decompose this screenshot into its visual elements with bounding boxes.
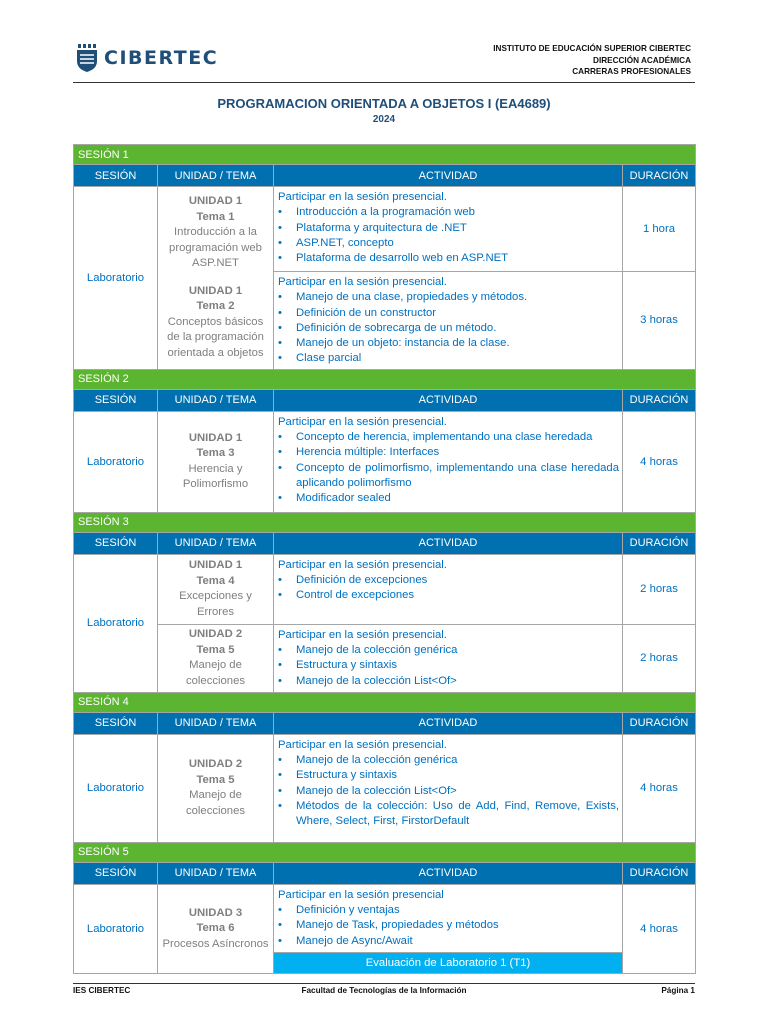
activity-item: • Definición de un constructor	[296, 306, 619, 321]
column-header-unidad: UNIDAD / TEMA	[158, 532, 274, 554]
topic-label: Tema 6	[196, 922, 235, 935]
session-label: SESIÓN 1	[74, 145, 696, 165]
unit-label: UNIDAD 1	[188, 195, 243, 208]
duration-cell: 4 horas	[623, 884, 696, 973]
logo-text: CIBERTEC	[104, 47, 219, 69]
topic-description: Procesos Asíncronos	[162, 937, 269, 950]
activity-cell	[274, 187, 623, 272]
institute-name: INSTITUTO DE EDUCACIÓN SUPERIOR CIBERTEC	[493, 44, 691, 53]
footer-left: IES CIBERTEC	[73, 986, 131, 995]
column-header-row	[74, 389, 696, 411]
activity-row	[74, 554, 696, 624]
activity-list	[278, 753, 619, 829]
topic-label: Tema 4	[196, 574, 235, 587]
column-header-unidad: UNIDAD / TEMA	[158, 389, 274, 411]
duration-cell: 4 horas	[623, 411, 696, 512]
session-type: Laboratorio	[74, 554, 158, 692]
duration-cell: 2 horas	[623, 554, 696, 624]
column-header-duracion: DURACIÓN	[623, 532, 696, 554]
unit-block	[160, 757, 271, 819]
schedule-table	[73, 144, 696, 974]
activity-item: • Manejo de Task, propiedades y métodos	[296, 918, 619, 933]
cibertec-logo	[76, 44, 219, 78]
direction-name: DIRECCIÓN ACADÉMICA	[593, 55, 691, 65]
duration-cell: 4 horas	[623, 734, 696, 842]
session-type: Laboratorio	[74, 187, 158, 370]
activity-item: • Manejo de una clase, propiedades y métodos.	[296, 290, 619, 305]
duration-cell: 3 horas	[623, 272, 696, 370]
topic-label: Tema 2	[196, 300, 235, 313]
unit-label: UNIDAD 2	[188, 758, 243, 771]
session-type: Laboratorio	[74, 411, 158, 512]
shield-logo-icon	[76, 44, 98, 72]
unit-cell	[158, 734, 274, 842]
topic-label: Tema 5	[196, 773, 235, 786]
activity-list	[278, 573, 619, 604]
session-label: SESIÓN 4	[74, 692, 696, 712]
column-header-unidad: UNIDAD / TEMA	[158, 862, 274, 884]
session-header	[74, 145, 696, 165]
unit-cell	[158, 187, 274, 370]
column-header-sesion: SESIÓN	[74, 862, 158, 884]
activity-list	[278, 290, 619, 366]
footer-center: Facultad de Tecnologías de la Información	[301, 986, 467, 995]
footer-divider	[73, 983, 695, 984]
activity-item: • Herencia múltiple: Interfaces	[296, 445, 619, 460]
topic-label: Tema 3	[196, 447, 235, 460]
column-header-duracion: DURACIÓN	[623, 389, 696, 411]
activity-cell	[274, 411, 623, 512]
unit-cell	[158, 411, 274, 512]
column-header-unidad: UNIDAD / TEMA	[158, 712, 274, 734]
activity-row	[74, 187, 696, 272]
activity-row	[74, 624, 696, 692]
activity-item: • Introducción a la programación web	[296, 205, 619, 220]
session-type: Laboratorio	[74, 734, 158, 842]
session-header	[74, 369, 696, 389]
activity-row	[74, 411, 696, 512]
activity-item: • Modificador sealed	[296, 491, 619, 506]
column-header-duracion: DURACIÓN	[623, 862, 696, 884]
column-header-actividad: ACTIVIDAD	[274, 389, 623, 411]
activity-item: • Métodos de la colección: Uso de Add, Find, Remove, Exists, Where, Select, First, FirstorDefault	[296, 799, 619, 830]
duration-cell: 2 horas	[623, 624, 696, 692]
topic-label: Tema 5	[196, 643, 235, 656]
column-header-row	[74, 165, 696, 187]
topic-description: Introducción a la programación web ASP.NET	[169, 226, 262, 270]
activity-item: • Concepto de polimorfismo, implementando una clase heredada aplicando polimorfismo	[296, 461, 619, 492]
activity-cell	[274, 624, 623, 692]
activity-cell	[274, 554, 623, 624]
activity-intro: Participar en la sesión presencial.	[278, 628, 447, 641]
institution-header	[493, 43, 691, 78]
activity-item: • Concepto de herencia, implementando una clase heredada	[296, 430, 619, 445]
activity-row	[74, 884, 696, 952]
column-header-row	[74, 712, 696, 734]
activity-cell	[274, 272, 623, 370]
column-header-sesion: SESIÓN	[74, 532, 158, 554]
duration-cell: 1 hora	[623, 187, 696, 272]
session-label: SESIÓN 3	[74, 512, 696, 532]
column-header-unidad: UNIDAD / TEMA	[158, 165, 274, 187]
topic-description: Conceptos básicos de la programación orientada a objetos	[167, 315, 264, 359]
document-year: 2024	[372, 114, 396, 125]
unit-label: UNIDAD 1	[188, 284, 243, 297]
activity-item: • Definición de sobrecarga de un método.	[296, 321, 619, 336]
activity-intro: Participar en la sesión presencial.	[278, 276, 447, 288]
activity-cell	[274, 734, 623, 842]
activity-item: • Manejo de Async/Await	[296, 934, 619, 949]
column-header-row	[74, 862, 696, 884]
unit-block	[160, 558, 271, 620]
unit-cell	[158, 554, 274, 624]
topic-description: Herencia y Polimorfismo	[182, 462, 249, 491]
column-header-sesion: SESIÓN	[74, 389, 158, 411]
column-header-sesion: SESIÓN	[74, 712, 158, 734]
activity-item: • Manejo de la colección List<Of>	[296, 674, 619, 689]
activity-list	[278, 205, 619, 266]
session-label: SESIÓN 5	[74, 842, 696, 862]
header-divider	[73, 82, 695, 83]
activity-intro: Participar en la sesión presencial.	[278, 738, 447, 751]
activity-item: • Manejo de la colección List<Of>	[296, 784, 619, 799]
column-header-duracion: DURACIÓN	[623, 712, 696, 734]
column-header-actividad: ACTIVIDAD	[274, 532, 623, 554]
unit-cell	[158, 624, 274, 692]
activity-intro: Participar en la sesión presencial.	[278, 558, 447, 571]
activity-cell	[274, 884, 623, 952]
unit-block	[160, 284, 271, 362]
unit-block	[160, 906, 271, 953]
unit-label: UNIDAD 1	[188, 559, 243, 572]
activity-item: • Manejo de la colección genérica	[296, 753, 619, 768]
activity-list	[278, 643, 619, 689]
session-label: SESIÓN 2	[74, 369, 696, 389]
activity-item: • Control de excepciones	[296, 588, 619, 603]
activity-item: • ASP.NET, concepto	[296, 236, 619, 251]
activity-row	[74, 734, 696, 842]
activity-list	[278, 430, 619, 506]
column-header-duracion: DURACIÓN	[623, 165, 696, 187]
topic-description: Manejo de colecciones	[185, 789, 246, 817]
activity-intro: Participar en la sesión presencial	[278, 888, 444, 901]
footer-right: Página 1	[661, 986, 695, 995]
column-header-actividad: ACTIVIDAD	[274, 862, 623, 884]
column-header-row	[74, 532, 696, 554]
unit-label: UNIDAD 3	[188, 906, 243, 919]
column-header-sesion: SESIÓN	[74, 165, 158, 187]
careers-name: CARRERAS PROFESIONALES	[572, 67, 691, 76]
activity-intro: Participar en la sesión presencial.	[278, 415, 447, 428]
unit-block	[160, 194, 271, 272]
topic-description: Excepciones y Errores	[179, 590, 252, 618]
column-header-actividad: ACTIVIDAD	[274, 712, 623, 734]
session-header	[74, 512, 696, 532]
activity-item: • Definición de excepciones	[296, 573, 619, 588]
column-header-actividad: ACTIVIDAD	[274, 165, 623, 187]
activity-item: • Plataforma y arquitectura de .NET	[296, 221, 619, 236]
unit-block	[160, 431, 271, 493]
evaluation-label: Evaluación de Laboratorio 1 (T1)	[274, 952, 623, 973]
activity-item: • Manejo de un objeto: instancia de la clase.	[296, 336, 619, 351]
session-header	[74, 842, 696, 862]
activity-item: • Estructura y sintaxis	[296, 768, 619, 783]
unit-cell	[158, 884, 274, 973]
activity-item: • Clase parcial	[296, 351, 619, 366]
unit-block	[160, 627, 271, 689]
session-type: Laboratorio	[74, 884, 158, 973]
unit-label: UNIDAD 1	[188, 431, 243, 444]
activity-list	[278, 903, 619, 949]
activity-item: • Manejo de la colección genérica	[296, 643, 619, 658]
topic-label: Tema 1	[196, 210, 235, 223]
activity-item: • Estructura y sintaxis	[296, 658, 619, 673]
unit-label: UNIDAD 2	[188, 628, 243, 641]
session-header	[74, 692, 696, 712]
activity-intro: Participar en la sesión presencial.	[278, 191, 447, 203]
topic-description: Manejo de colecciones	[185, 659, 246, 687]
activity-item: • Plataforma de desarrollo web en ASP.NET	[296, 251, 619, 266]
schedule-body	[74, 145, 696, 974]
activity-item: • Definición y ventajas	[296, 903, 619, 918]
document-title: PROGRAMACION ORIENTADA A OBJETOS I (EA4689)	[217, 96, 551, 111]
